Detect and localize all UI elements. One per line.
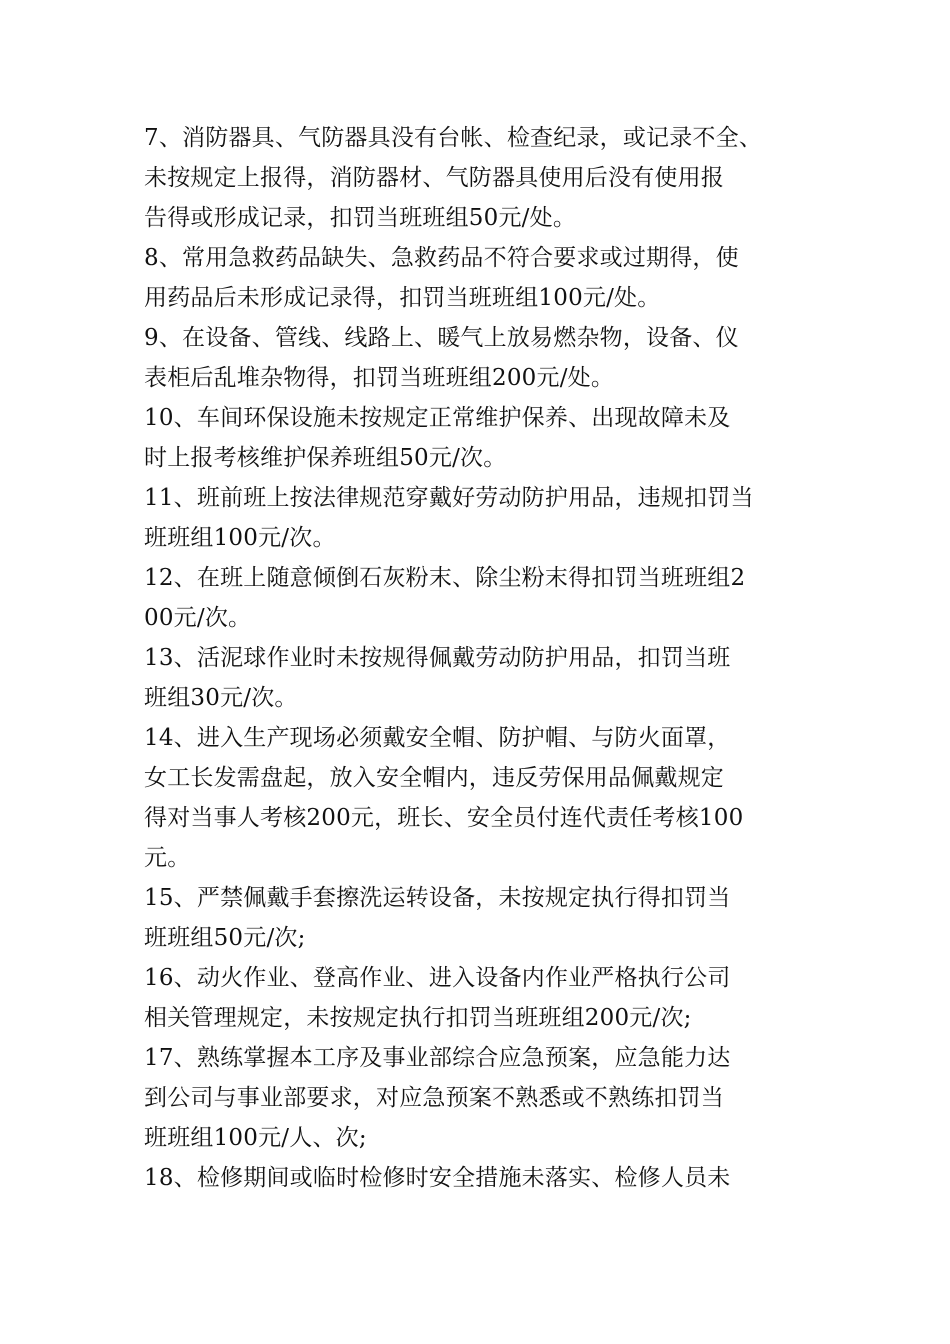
paragraph-line: 15、严禁佩戴手套擦洗运转设备，未按规定执行得扣罚当 [144, 885, 731, 911]
paragraph-line: 00元/次。 [144, 605, 252, 631]
paragraph-line: 班组30元/次。 [144, 685, 298, 711]
paragraph-line: 表柜后乱堆杂物得，扣罚当班班组200元/处。 [144, 365, 615, 391]
paragraph-line: 8、常用急救药品缺失、急救药品不符合要求或过期得，使 [144, 245, 739, 271]
paragraph-item-4 [144, 398, 812, 478]
paragraph-line: 13、活泥球作业时未按规得佩戴劳动防护用品，扣罚当班 [144, 645, 731, 671]
paragraph-line: 女工长发需盘起，放入安全帽内，违反劳保用品佩戴规定 [144, 765, 724, 791]
document-body [144, 118, 812, 1198]
paragraph-line: 未按规定上报得，消防器材、气防器具使用后没有使用报 [144, 165, 724, 191]
paragraph-item-6 [144, 558, 812, 638]
paragraph-item-12 [144, 1158, 812, 1198]
paragraph-line: 班班组50元/次; [144, 925, 306, 951]
paragraph-line: 相关管理规定，未按规定执行扣罚当班班组200元/次; [144, 1005, 692, 1031]
paragraph-line: 14、进入生产现场必须戴安全帽、防护帽、与防火面罩， [144, 725, 731, 751]
paragraph-line: 10、车间环保设施未按规定正常维护保养、出现故障未及 [144, 405, 731, 431]
paragraph-item-11 [144, 1038, 812, 1158]
paragraph-line: 7、消防器具、气防器具没有台帐、检查纪录，或记录不全、 [144, 125, 763, 151]
paragraph-item-1 [144, 118, 812, 238]
paragraph-line: 18、检修期间或临时检修时安全措施未落实、检修人员未 [144, 1165, 731, 1191]
paragraph-line: 告得或形成记录，扣罚当班班组50元/处。 [144, 205, 577, 231]
paragraph-line: 11、班前班上按法律规范穿戴好劳动防护用品，违规扣罚当 [144, 485, 754, 511]
paragraph-item-7 [144, 638, 812, 718]
paragraph-line: 用药品后未形成记录得，扣罚当班班组100元/处。 [144, 285, 661, 311]
paragraph-line: 到公司与事业部要求，对应急预案不熟悉或不熟练扣罚当 [144, 1085, 724, 1111]
paragraph-item-2 [144, 238, 812, 318]
paragraph-item-5 [144, 478, 812, 558]
paragraph-line: 班班组100元/人、次; [144, 1125, 367, 1151]
paragraph-line: 12、在班上随意倾倒石灰粉末、除尘粉末得扣罚当班班组2 [144, 565, 746, 591]
paragraph-line: 班班组100元/次。 [144, 525, 336, 551]
paragraph-item-3 [144, 318, 812, 398]
paragraph-line: 9、在设备、管线、线路上、暖气上放易燃杂物，设备、仪 [144, 325, 739, 351]
paragraph-line: 17、熟练掌握本工序及事业部综合应急预案，应急能力达 [144, 1045, 731, 1071]
paragraph-item-10 [144, 958, 812, 1038]
paragraph-item-8 [144, 718, 812, 878]
paragraph-item-9 [144, 878, 812, 958]
paragraph-line: 元。 [144, 845, 191, 871]
paragraph-line: 16、动火作业、登高作业、进入设备内作业严格执行公司 [144, 965, 731, 991]
paragraph-line: 时上报考核维护保养班组50元/次。 [144, 445, 507, 471]
paragraph-line: 得对当事人考核200元，班长、安全员付连代责任考核100 [144, 805, 744, 831]
